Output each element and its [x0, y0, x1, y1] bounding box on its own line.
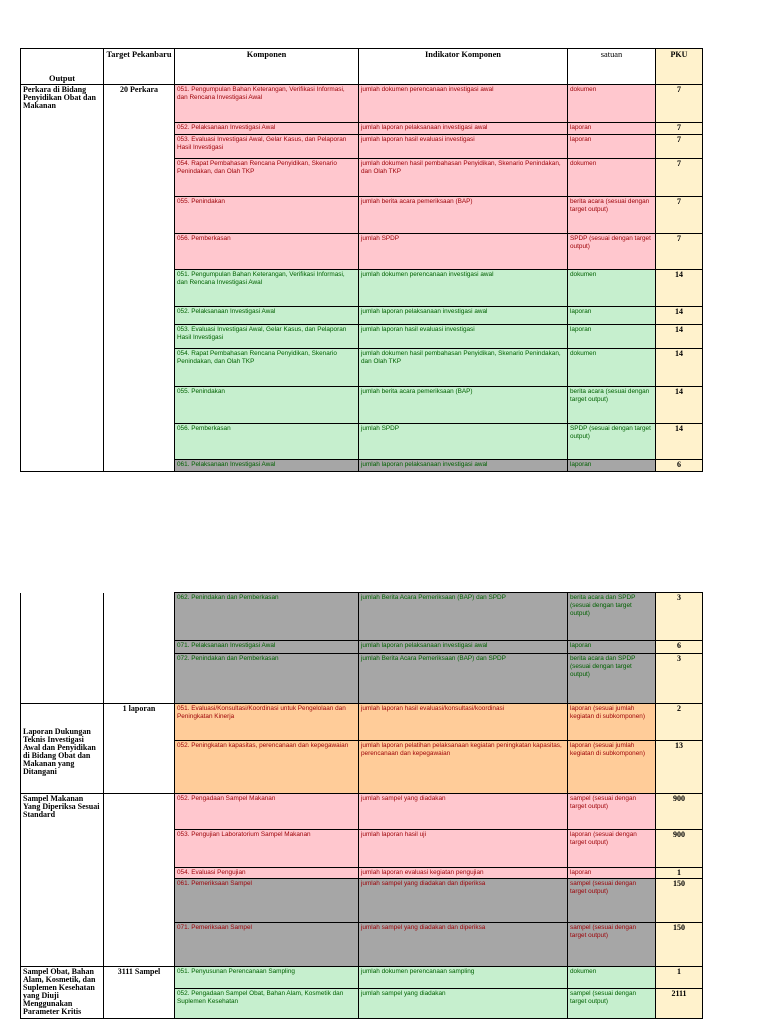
komponen-cell: 054. Rapat Pembahasan Rencana Penyidikan, Skenario Penindakan, dan Olah TKP [175, 349, 359, 387]
satuan-cell: laporan [568, 325, 656, 349]
komponen-cell: 056. Pemberkasan [175, 234, 359, 270]
pku-cell: 2111 [656, 989, 703, 1019]
komponen-cell: 072. Penindakan dan Pemberkasan [175, 654, 359, 704]
header-target: Target Pekanbaru [104, 49, 175, 85]
table-row [21, 593, 703, 641]
satuan-cell: berita acara dan SPDP (sesuai dengan target output) [568, 593, 656, 641]
komponen-cell: 053. Evaluasi Investigasi Awal, Gelar Kasus, dan Pelaporan Hasil Investigasi [175, 325, 359, 349]
satuan-cell: laporan (sesuai jumlah kegiatan di subkomponen) [568, 704, 656, 741]
indikator-cell: jumlah laporan hasil evaluasi investigasi [359, 135, 568, 159]
output-cell-continued [21, 593, 104, 704]
satuan-cell: laporan (sesuai jumlah kegiatan di subkomponen) [568, 741, 656, 794]
pku-cell: 7 [656, 159, 703, 197]
indikator-cell: jumlah laporan hasil evaluasi/konsultasi/koordinasi [359, 704, 568, 741]
komponen-cell: 053. Evaluasi Investigasi Awal, Gelar Kasus, dan Pelaporan Hasil Investigasi [175, 135, 359, 159]
table-pengujian [20, 592, 703, 1019]
satuan-cell: sampel (sesuai dengan target output) [568, 989, 656, 1019]
pku-cell: 7 [656, 135, 703, 159]
output-cell: Perkara di Bidang Penyidikan Obat dan Makanan [21, 85, 104, 472]
table-row [21, 794, 703, 830]
komponen-cell: 061. Pelaksanaan Investigasi Awal [175, 460, 359, 472]
pku-cell: 6 [656, 460, 703, 472]
table-row [21, 704, 703, 741]
komponen-cell: 055. Penindakan [175, 197, 359, 234]
output-cell: Sampel Makanan Yang Diperiksa Sesuai Standard [21, 794, 104, 967]
indikator-cell: jumlah laporan pelaksanaan investigasi awal [359, 641, 568, 654]
indikator-cell: jumlah dokumen hasil pembahasan Penyidikan, Skenario Penindakan, dan Olah TKP [359, 159, 568, 197]
indikator-cell: jumlah laporan pelatihan pelaksanaan kegiatan peningkatan kapasitas, perencanaan dan kepegawaian [359, 741, 568, 794]
indikator-cell: jumlah laporan pelaksanaan investigasi awal [359, 307, 568, 325]
satuan-cell: dokumen [568, 159, 656, 197]
header-indikator: Indikator Komponen [359, 49, 568, 85]
pku-cell: 14 [656, 424, 703, 460]
indikator-cell: jumlah dokumen perencanaan investigasi awal [359, 270, 568, 307]
pku-cell: 900 [656, 794, 703, 830]
satuan-cell: dokumen [568, 967, 656, 989]
target-cell: 3111 Sampel [104, 967, 175, 1019]
komponen-cell: 061. Pemeriksaan Sampel [175, 879, 359, 923]
komponen-cell: 053. Pengujian Laboratorium Sampel Makanan [175, 830, 359, 868]
satuan-cell: SPDP (sesuai dengan target output) [568, 234, 656, 270]
satuan-cell: sampel (sesuai dengan target output) [568, 794, 656, 830]
pku-cell: 14 [656, 307, 703, 325]
komponen-cell: 054. Rapat Pembahasan Rencana Penyidikan, Skenario Penindakan, dan Olah TKP [175, 159, 359, 197]
satuan-cell: berita acara (sesuai dengan target output) [568, 197, 656, 234]
komponen-cell: 051. Pengumpulan Bahan Keterangan, Verifikasi Informasi, dan Rencana Investigasi Awal [175, 270, 359, 307]
header-output: Output [21, 49, 104, 85]
satuan-cell: laporan [568, 641, 656, 654]
indikator-cell: jumlah Berita Acara Pemeriksaan (BAP) dan SPDP [359, 654, 568, 704]
komponen-cell: 052. Peningkatan kapasitas, perencanaan dan kepegawaian [175, 741, 359, 794]
komponen-cell: 062. Penindakan dan Pemberkasan [175, 593, 359, 641]
satuan-cell: laporan [568, 460, 656, 472]
header-komponen: Komponen [175, 49, 359, 85]
header-pku: PKU [656, 49, 703, 85]
pku-cell: 7 [656, 234, 703, 270]
satuan-cell: dokumen [568, 349, 656, 387]
komponen-cell: 054. Evaluasi Pengujian [175, 868, 359, 879]
satuan-cell: laporan [568, 868, 656, 879]
indikator-cell: jumlah berita acara pemeriksaan (BAP) [359, 387, 568, 424]
indikator-cell: jumlah dokumen hasil pembahasan Penyidikan, Skenario Penindakan, dan Olah TKP [359, 349, 568, 387]
pku-cell: 14 [656, 325, 703, 349]
komponen-cell: 052. Pengadaan Sampel Makanan [175, 794, 359, 830]
output-cell: Laporan Dukungan Teknis Investigasi Awal dan Penyidikan di Bidang Obat dan Makanan yang Ditangani [21, 704, 104, 794]
indikator-cell: jumlah laporan evaluasi kegiatan pengujian [359, 868, 568, 879]
satuan-cell: berita acara (sesuai dengan target output) [568, 387, 656, 424]
target-cell [104, 794, 175, 967]
komponen-cell: 052. Pengadaan Sampel Obat, Bahan Alam, Kosmetik dan Suplemen Kesehatan [175, 989, 359, 1019]
komponen-cell: 071. Pelaksanaan Investigasi Awal [175, 641, 359, 654]
pku-cell: 14 [656, 349, 703, 387]
table-header-row [21, 49, 703, 85]
indikator-cell: jumlah sampel yang diadakan [359, 989, 568, 1019]
table-row [21, 85, 703, 123]
indikator-cell: jumlah laporan pelaksanaan investigasi awal [359, 460, 568, 472]
komponen-cell: 052. Pelaksanaan Investigasi Awal [175, 307, 359, 325]
indikator-cell: jumlah SPDP [359, 424, 568, 460]
komponen-cell: 071. Pemeriksaan Sampel [175, 923, 359, 967]
indikator-cell: jumlah laporan pelaksanaan investigasi awal [359, 123, 568, 135]
pku-cell: 900 [656, 830, 703, 868]
pku-cell: 3 [656, 593, 703, 641]
indikator-cell: jumlah dokumen perencanaan sampling [359, 967, 568, 989]
indikator-cell: jumlah dokumen perencanaan investigasi awal [359, 85, 568, 123]
komponen-cell: 052. Pelaksanaan Investigasi Awal [175, 123, 359, 135]
indikator-cell: jumlah SPDP [359, 234, 568, 270]
satuan-cell: laporan [568, 135, 656, 159]
pku-cell: 1 [656, 967, 703, 989]
satuan-cell: sampel (sesuai dengan target output) [568, 879, 656, 923]
pku-cell: 7 [656, 123, 703, 135]
target-cell-continued [104, 593, 175, 704]
pku-cell: 2 [656, 704, 703, 741]
komponen-cell: 055. Penindakan [175, 387, 359, 424]
target-cell: 20 Perkara [104, 85, 175, 472]
pku-cell: 7 [656, 197, 703, 234]
satuan-cell: laporan [568, 307, 656, 325]
komponen-cell: 056. Pemberkasan [175, 424, 359, 460]
satuan-cell: laporan [568, 123, 656, 135]
satuan-cell: dokumen [568, 85, 656, 123]
satuan-cell: dokumen [568, 270, 656, 307]
indikator-cell: jumlah laporan hasil uji [359, 830, 568, 868]
header-satuan: satuan [568, 49, 656, 85]
indikator-cell: jumlah laporan hasil evaluasi investigasi [359, 325, 568, 349]
pku-cell: 7 [656, 85, 703, 123]
indikator-cell: jumlah Berita Acara Pemeriksaan (BAP) dan SPDP [359, 593, 568, 641]
indikator-cell: jumlah sampel yang diadakan dan diperiksa [359, 923, 568, 967]
indikator-cell: jumlah sampel yang diadakan dan diperiksa [359, 879, 568, 923]
target-cell: 1 laporan [104, 704, 175, 794]
satuan-cell: laporan (sesuai dengan target output) [568, 830, 656, 868]
pku-cell: 13 [656, 741, 703, 794]
komponen-cell: 051. Penyusunan Perencanaan Sampling [175, 967, 359, 989]
pku-cell: 1 [656, 868, 703, 879]
komponen-cell: 051. Evaluasi/Konsultasi/Koordinasi untuk Pengelolaan dan Peningkatan Kinerja [175, 704, 359, 741]
pku-cell: 14 [656, 270, 703, 307]
table-penyidikan [20, 48, 703, 472]
pku-cell: 150 [656, 879, 703, 923]
pku-cell: 14 [656, 387, 703, 424]
pku-cell: 150 [656, 923, 703, 967]
table-row [21, 967, 703, 989]
satuan-cell: SPDP (sesuai dengan target output) [568, 424, 656, 460]
pku-cell: 6 [656, 641, 703, 654]
output-cell: Sampel Obat, Bahan Alam, Kosmetik, dan Suplemen Kesehatan yang Diuji Menggunakan Parameter Kritis [21, 967, 104, 1019]
komponen-cell: 051. Pengumpulan Bahan Keterangan, Verifikasi Informasi, dan Rencana Investigasi Awal [175, 85, 359, 123]
satuan-cell: berita acara dan SPDP (sesuai dengan target output) [568, 654, 656, 704]
indikator-cell: jumlah sampel yang diadakan [359, 794, 568, 830]
pku-cell: 3 [656, 654, 703, 704]
satuan-cell: sampel (sesuai dengan target output) [568, 923, 656, 967]
indikator-cell: jumlah berita acara pemeriksaan (BAP) [359, 197, 568, 234]
